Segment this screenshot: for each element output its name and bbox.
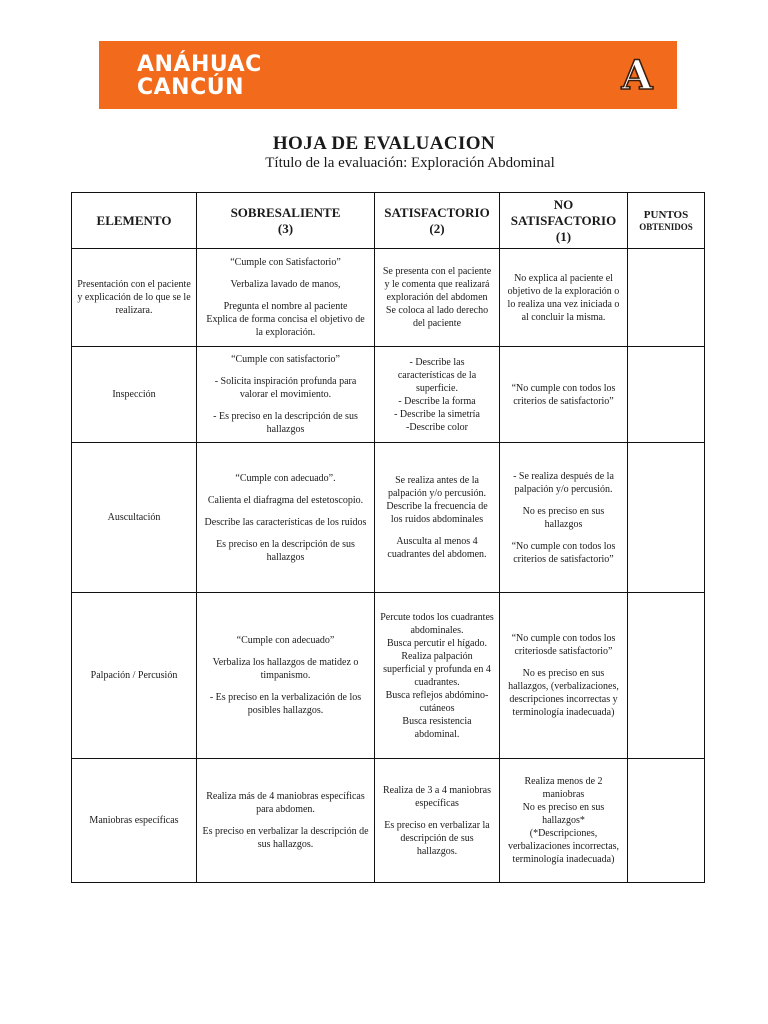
criteria-text: “Cumple con adecuado”	[236, 635, 335, 646]
row-elemento: Palpación / Percusión	[72, 593, 197, 759]
criteria-text: “No cumple con todos los criteriosde satisfactorio”	[511, 633, 616, 657]
header-sobresaliente	[197, 193, 375, 249]
row-no-satisfactorio	[500, 443, 628, 593]
criteria-text: “Cumple con Satisfactorio”	[230, 257, 341, 268]
table-row	[72, 759, 705, 883]
criteria-text: - Describe las características de la superficie. - Describe la forma - Describe la simetría -Describe color	[394, 356, 480, 433]
row-puntos[interactable]	[628, 593, 705, 759]
criteria-text: Verbaliza los hallazgos de matidez o timpanismo.	[212, 657, 359, 681]
header-no-satisfactorio	[500, 193, 628, 249]
header-puntos-label: PUNTOS	[643, 209, 689, 221]
criteria-text: Realiza menos de 2 maniobras No es preciso en sus hallazgos* (*Descripciones, verbalizaciones incorrectas, terminología inadecuada)	[507, 776, 620, 865]
svg-text:A: A	[621, 53, 653, 97]
header-no-satisfactorio-score: (1)	[555, 228, 572, 244]
criteria-text: Describe las características de los ruidos	[204, 516, 367, 528]
row-no-satisfactorio	[500, 759, 628, 883]
page-title: HOJA DE EVALUACION	[272, 133, 496, 154]
criteria-text: No es preciso en sus hallazgos, (verbalizaciones, descripciones incorrectas y terminología inadecuada)	[508, 668, 619, 718]
criteria-text: Se presenta con el paciente y le comenta que realizará exploración del abdomen Se coloca al lado derecho del paciente	[382, 266, 492, 329]
row-puntos[interactable]	[628, 759, 705, 883]
row-sobresaliente	[197, 759, 375, 883]
row-sobresaliente	[197, 249, 375, 347]
row-no-satisfactorio	[500, 347, 628, 443]
criteria-text: Realiza más de 4 maniobras específicas para abdomen.	[206, 791, 365, 815]
row-satisfactorio	[375, 593, 500, 759]
header-sobresaliente-label: SOBRESALIENTE	[230, 204, 341, 220]
row-elemento: Inspección	[72, 347, 197, 443]
row-puntos[interactable]	[628, 347, 705, 443]
criteria-text: Se realiza antes de la palpación y/o percusión. Describe la frecuencia de los ruidos abdominales	[386, 475, 488, 525]
criteria-text: - Se realiza después de la palpación y/o percusión.	[513, 470, 614, 495]
criteria-text: “No cumple con todos los criterios de satisfactorio”	[511, 540, 616, 565]
criteria-text: - Es preciso en la descripción de sus hallazgos	[213, 411, 358, 435]
table-row	[72, 249, 705, 347]
header-sobresaliente-score: (3)	[277, 220, 294, 236]
criteria-text: Es preciso en verbalizar la descripción de sus hallazgos.	[202, 826, 369, 850]
row-no-satisfactorio	[500, 249, 628, 347]
row-satisfactorio	[375, 443, 500, 593]
criteria-text: Verbaliza lavado de manos,	[230, 279, 341, 290]
row-puntos[interactable]	[628, 249, 705, 347]
brand-line-2: CANCÚN	[137, 75, 245, 100]
row-satisfactorio	[375, 249, 500, 347]
header-satisfactorio	[375, 193, 500, 249]
criteria-text: “Cumple con adecuado”.	[235, 472, 336, 484]
criteria-text: - Es preciso en la verbalización de los posibles hallazgos.	[209, 692, 362, 716]
criteria-text: Es preciso en la descripción de sus hallazgos	[216, 538, 355, 563]
row-puntos[interactable]	[628, 443, 705, 593]
header-obtenidos-label: OBTENIDOS	[639, 222, 693, 232]
criteria-text: Ausculta al menos 4 cuadrantes del abdomen.	[387, 536, 487, 560]
criteria-text: Pregunta el nombre al paciente Explica de forma concisa el objetivo de la exploración.	[206, 301, 365, 338]
criteria-text: “Cumple con satisfactorio”	[231, 354, 340, 365]
brand-name	[137, 53, 262, 99]
brand-line-1: ANÁHUAC	[137, 52, 262, 77]
criteria-text: - Solicita inspiración profunda para valorar el movimiento.	[214, 376, 357, 400]
table-row	[72, 347, 705, 443]
row-satisfactorio	[375, 759, 500, 883]
criteria-text: Percute todos los cuadrantes abdominales. Busca percutir el hígado. Realiza palpación superficial y profunda en 4 cuadrantes. Busca reflejos abdómino-cutáneos Busca resistencia abdominal.	[380, 611, 494, 740]
header-banner	[99, 41, 677, 109]
criteria-text: No es preciso en sus hallazgos	[522, 505, 605, 530]
row-sobresaliente	[197, 443, 375, 593]
row-satisfactorio	[375, 347, 500, 443]
criteria-text: Es preciso en verbalizar la descripción de sus hallazgos.	[384, 819, 490, 857]
row-no-satisfactorio	[500, 593, 628, 759]
row-sobresaliente	[197, 347, 375, 443]
row-elemento: Auscultación	[72, 443, 197, 593]
header-puntos	[628, 193, 705, 249]
table-row	[72, 593, 705, 759]
row-elemento: Maniobras específicas	[72, 759, 197, 883]
header-satisfactorio-score: (2)	[429, 220, 445, 236]
criteria-text: No explica al paciente el objetivo de la exploración o lo realiza una vez iniciada o al concluir la misma.	[507, 272, 620, 323]
table-row	[72, 443, 705, 593]
header-elemento: ELEMENTO	[72, 193, 197, 249]
criteria-text: Realiza de 3 a 4 maniobras específicas	[382, 784, 491, 809]
header-no-satisfactorio-label: NO SATISFACTORIO	[510, 196, 617, 228]
table-header-row	[72, 193, 705, 249]
criteria-text: Calienta el diafragma del estetoscopio.	[207, 494, 364, 506]
criteria-text: “No cumple con todos los criterios de satisfactorio”	[511, 382, 616, 407]
evaluation-table	[71, 192, 705, 883]
page-subtitle: Título de la evaluación: Exploración Abdominal	[265, 155, 555, 171]
row-sobresaliente	[197, 593, 375, 759]
anahuac-logo-icon	[619, 53, 655, 97]
header-satisfactorio-label: SATISFACTORIO	[384, 204, 490, 220]
row-elemento: Presentación con el paciente y explicación de lo que se le realizara.	[72, 249, 197, 347]
